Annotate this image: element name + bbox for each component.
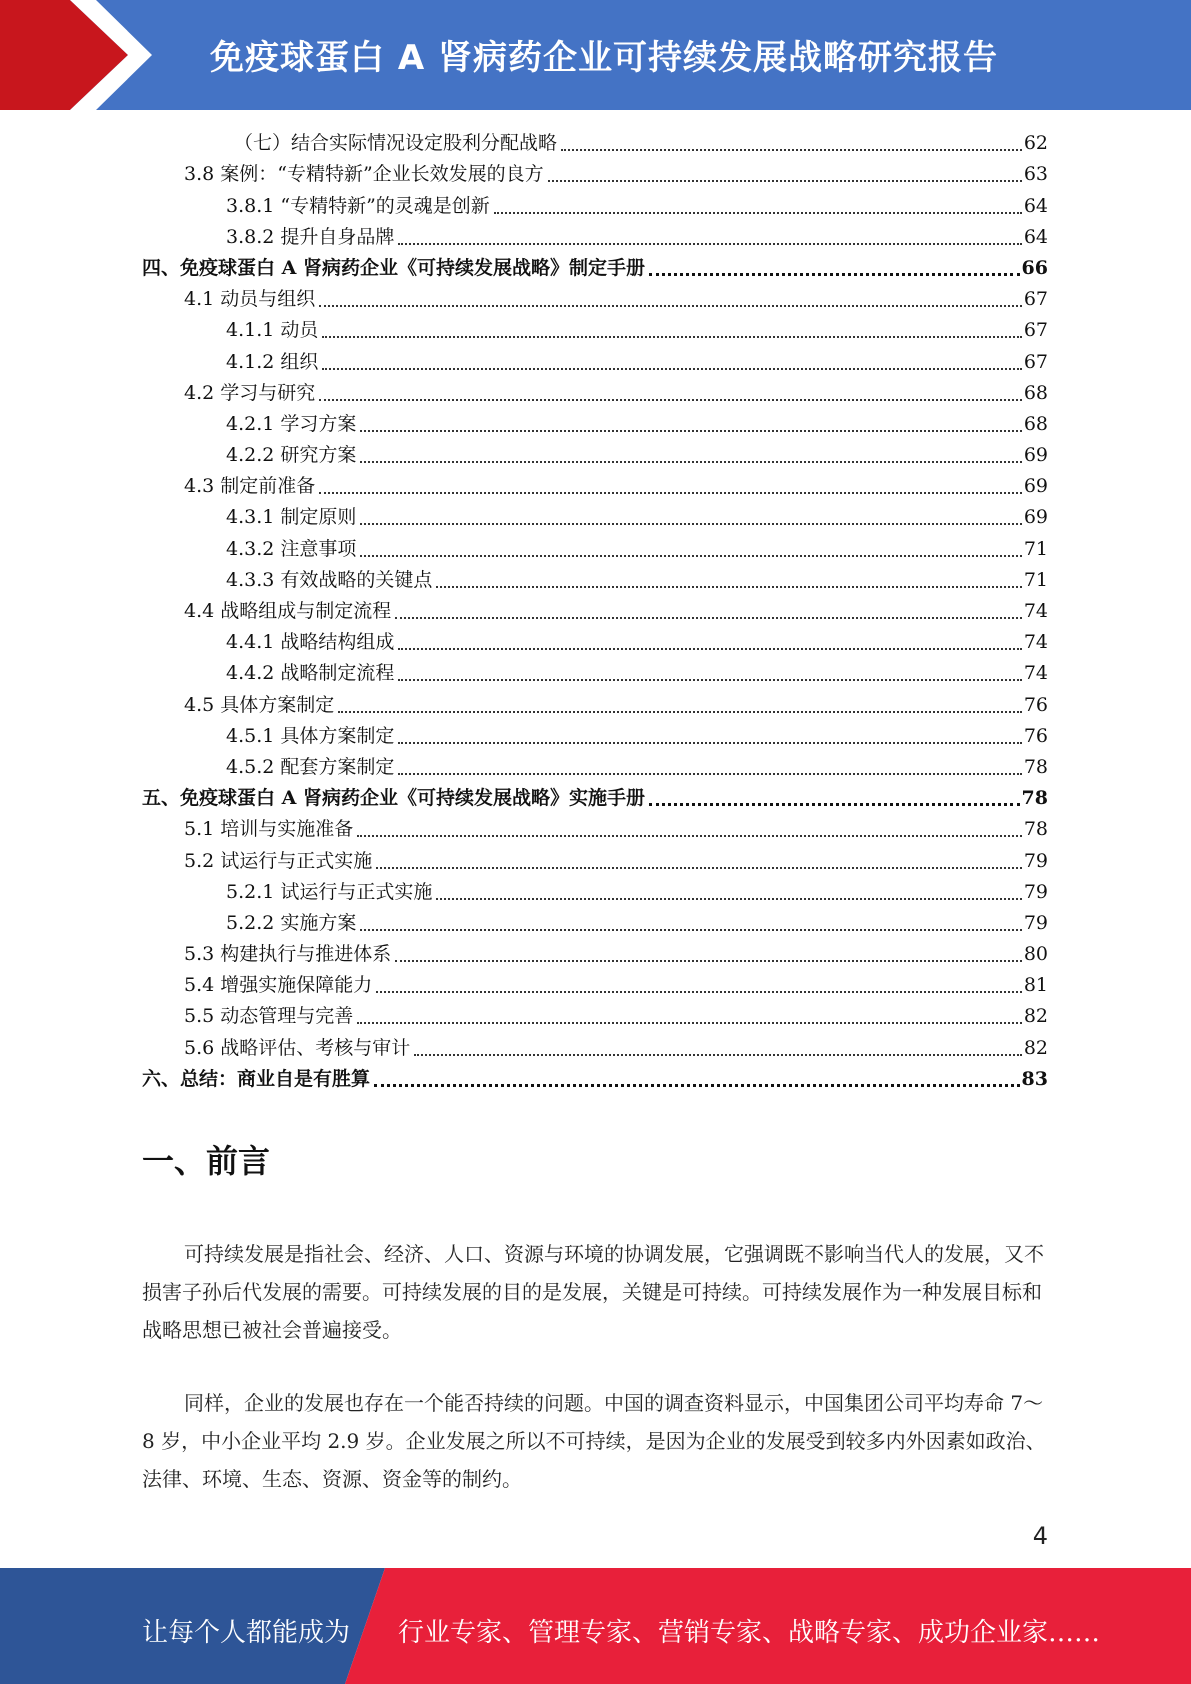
page-number: 4 <box>1032 1522 1048 1550</box>
toc-entry-label: 3.8 案例：“专精特新”企业长效发展的良方 <box>184 163 544 186</box>
toc-leader-dots <box>494 211 1022 214</box>
toc-entry[interactable] <box>142 689 1048 720</box>
toc-entry-page: 71 <box>1023 537 1048 560</box>
toc-entry-page: 74 <box>1023 600 1048 622</box>
toc-leader-dots <box>398 741 1021 744</box>
toc-entry-page: 79 <box>1023 911 1048 934</box>
toc-leader-dots <box>398 678 1021 681</box>
toc-leader-dots <box>319 304 1022 307</box>
toc-entry[interactable] <box>142 939 1048 970</box>
toc-leader-dots <box>414 1053 1022 1056</box>
toc-entry-page: 82 <box>1023 1005 1048 1028</box>
toc-entry[interactable] <box>142 1064 1048 1095</box>
page-header <box>0 0 1191 110</box>
toc-leader-dots <box>360 460 1021 463</box>
toc-entry[interactable] <box>142 533 1048 564</box>
toc-entry-label: 五、免疫球蛋白 A 肾病药企业《可持续发展战略》实施手册 <box>142 787 645 810</box>
toc-entry[interactable] <box>142 346 1048 377</box>
toc-entry-label: 4.5 具体方案制定 <box>184 693 335 716</box>
toc-entry[interactable] <box>142 1032 1048 1063</box>
toc-entry-page: 80 <box>1023 943 1048 966</box>
toc-entry[interactable] <box>142 190 1048 221</box>
toc-leader-dots <box>548 179 1022 182</box>
toc-entry-label: 4.5.2 配套方案制定 <box>226 755 395 778</box>
toc-leader-dots <box>398 647 1021 650</box>
toc-entry-page: 78 <box>1023 755 1048 778</box>
toc-entry-page: 78 <box>1023 818 1048 841</box>
toc-entry-label: 5.5 动态管理与完善 <box>184 1005 354 1028</box>
toc-entry-page: 68 <box>1023 412 1048 435</box>
toc-entry-label: （七）结合实际情况设定股利分配战略 <box>234 132 558 155</box>
toc-entry-label: 4.1 动员与组织 <box>184 288 316 311</box>
toc-entry[interactable] <box>142 814 1048 845</box>
toc-leader-dots <box>561 148 1022 151</box>
toc-entry[interactable] <box>142 502 1048 533</box>
toc-entry[interactable] <box>142 970 1048 1001</box>
toc-leader-dots <box>395 959 1022 962</box>
toc-entry[interactable] <box>142 409 1048 440</box>
header-title: 免疫球蛋白 A 肾病药企业可持续发展战略研究报告 <box>210 38 998 78</box>
toc-entry-label: 4.3.2 注意事项 <box>226 537 357 560</box>
toc-entry-page: 71 <box>1023 568 1048 591</box>
toc-entry-page: 79 <box>1023 880 1048 903</box>
toc-leader-dots <box>357 1021 1022 1024</box>
toc-leader-dots <box>436 585 1021 588</box>
toc-leader-dots <box>357 834 1022 837</box>
paragraph-1: 可持续发展是指社会、经济、人口、资源与环境的协调发展，它强调既不影响当代人的发展，又不损害子孙后代发展的需要。可持续发展的目的是发展，关键是可持续。可持续发展作为一种发展目标和战略思想已被社会普遍接受。 <box>142 1242 1044 1342</box>
toc-entry-label: 5.2.2 实施方案 <box>226 911 357 934</box>
toc-leader-dots <box>322 335 1021 338</box>
toc-leader-dots <box>338 710 1022 713</box>
toc-entry-label: 4.3.1 制定原则 <box>226 506 357 529</box>
toc-entry-label: 4.1.1 动员 <box>226 319 319 342</box>
toc-entry-page: 63 <box>1023 163 1048 186</box>
toc-entry-page: 83 <box>1021 1067 1048 1090</box>
toc-entry-label: 4.2.1 学习方案 <box>226 412 357 435</box>
toc-entry-label: 4.2 学习与研究 <box>184 381 316 404</box>
toc-leader-dots <box>398 242 1021 245</box>
toc-entry-page: 64 <box>1023 194 1048 217</box>
toc-entry[interactable] <box>142 440 1048 471</box>
toc-entry-label: 5.2 试运行与正式实施 <box>184 849 373 872</box>
toc-entry[interactable] <box>142 845 1048 876</box>
toc-entry-page: 79 <box>1023 849 1048 872</box>
toc-entry[interactable] <box>142 721 1048 752</box>
toc-entry-label: 3.8.2 提升自身品牌 <box>226 225 395 248</box>
toc-entry-label: 5.6 战略评估、考核与审计 <box>184 1036 411 1059</box>
toc-entry-label: 4.5.1 具体方案制定 <box>226 724 395 747</box>
toc-entry-page: 62 <box>1023 132 1048 155</box>
toc-leader-dots <box>649 802 1020 806</box>
toc-leader-dots <box>395 616 1022 619</box>
toc-leader-dots <box>649 272 1020 276</box>
toc-leader-dots <box>376 866 1022 869</box>
toc-leader-dots <box>398 772 1021 775</box>
toc-entry-page: 69 <box>1023 444 1048 467</box>
paragraph-2: 同样，企业的发展也存在一个能否持续的问题。中国的调查资料显示，中国集团公司平均寿命 7～8 岁，中小企业平均 2.9 岁。企业发展之所以不可持续，是因为企业的发展受到较多内外因素如政治、法律、环境、生态、资源、资金等的制约。 <box>142 1391 1046 1491</box>
toc-entry-page: 67 <box>1023 319 1048 342</box>
toc-entry-label: 5.1 培训与实施准备 <box>184 818 354 841</box>
toc-entry-page: 76 <box>1023 724 1048 747</box>
toc-entry-label: 4.4.2 战略制定流程 <box>226 662 395 685</box>
toc-entry-page: 81 <box>1023 974 1048 997</box>
toc-entry-label: 六、总结：商业自是有胜算 <box>142 1067 371 1090</box>
toc-entry[interactable] <box>142 128 1048 159</box>
toc-entry[interactable] <box>142 471 1048 502</box>
toc-entry[interactable] <box>142 222 1048 253</box>
toc-leader-dots <box>322 367 1021 370</box>
toc-entry-label: 4.4.1 战略结构组成 <box>226 631 395 654</box>
toc-entry-label: 5.3 构建执行与推进体系 <box>184 943 392 966</box>
toc-entry[interactable] <box>142 908 1048 939</box>
table-of-contents <box>142 128 1048 1095</box>
toc-entry-page: 69 <box>1023 475 1048 498</box>
toc-leader-dots <box>319 491 1022 494</box>
toc-entry[interactable] <box>142 159 1048 190</box>
toc-entry-page: 74 <box>1023 631 1048 654</box>
toc-leader-dots <box>360 522 1021 525</box>
toc-entry-label: 5.2.1 试运行与正式实施 <box>226 880 433 903</box>
toc-entry-page: 76 <box>1023 693 1048 716</box>
toc-entry[interactable] <box>142 627 1048 658</box>
section-title: 一、前言 <box>142 1142 271 1180</box>
footer-slogan-left: 让每个人都能成为 <box>142 1618 351 1648</box>
toc-entry[interactable] <box>142 253 1048 284</box>
toc-entry-label: 四、免疫球蛋白 A 肾病药企业《可持续发展战略》制定手册 <box>142 256 645 279</box>
toc-entry-label: 4.4 战略组成与制定流程 <box>184 600 392 622</box>
toc-entry[interactable] <box>142 1001 1048 1032</box>
toc-entry[interactable] <box>142 315 1048 346</box>
toc-entry-page: 82 <box>1023 1036 1048 1059</box>
toc-entry-page: 69 <box>1023 506 1048 529</box>
toc-leader-dots <box>319 398 1022 401</box>
toc-entry-page: 67 <box>1023 288 1048 311</box>
toc-entry[interactable] <box>142 565 1048 596</box>
toc-entry[interactable] <box>142 752 1048 783</box>
toc-entry-label: 4.1.2 组织 <box>226 350 319 373</box>
toc-entry[interactable] <box>142 783 1048 814</box>
toc-leader-dots <box>376 990 1022 993</box>
toc-entry[interactable] <box>142 284 1048 315</box>
toc-entry[interactable] <box>142 596 1048 627</box>
toc-entry[interactable] <box>142 658 1048 689</box>
toc-entry-page: 74 <box>1023 662 1048 685</box>
page-footer <box>0 1568 1191 1684</box>
toc-entry-page: 66 <box>1021 256 1048 279</box>
toc-entry-label: 3.8.1 “专精特新”的灵魂是创新 <box>226 194 490 217</box>
toc-entry[interactable] <box>142 877 1048 908</box>
toc-entry-label: 5.4 增强实施保障能力 <box>184 974 373 997</box>
toc-leader-dots <box>360 928 1021 931</box>
toc-entry-label: 4.3 制定前准备 <box>184 475 316 498</box>
toc-entry-page: 67 <box>1023 350 1048 373</box>
footer-slogan-right: 行业专家、管理专家、营销专家、战略专家、成功企业家…… <box>398 1618 1101 1648</box>
toc-leader-dots <box>374 1083 1020 1087</box>
toc-entry-page: 78 <box>1021 787 1048 810</box>
toc-leader-dots <box>436 897 1021 900</box>
toc-entry-label: 4.2.2 研究方案 <box>226 444 357 467</box>
toc-entry[interactable] <box>142 378 1048 409</box>
toc-leader-dots <box>360 429 1021 432</box>
toc-entry-page: 64 <box>1023 225 1048 248</box>
toc-leader-dots <box>360 554 1021 557</box>
toc-entry-page: 68 <box>1023 381 1048 404</box>
toc-entry-label: 4.3.3 有效战略的关键点 <box>226 568 433 591</box>
